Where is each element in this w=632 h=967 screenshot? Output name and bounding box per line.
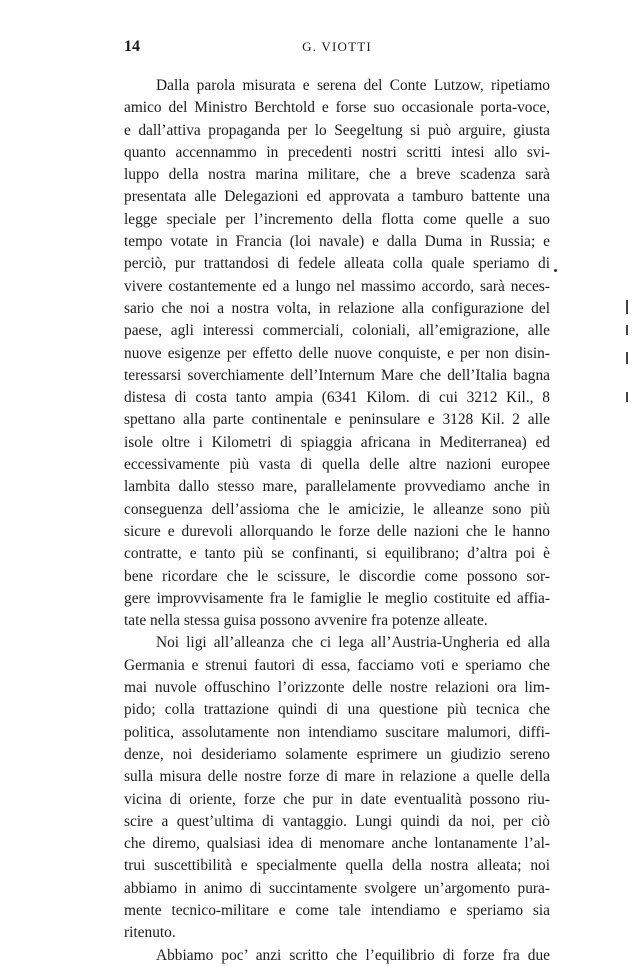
text-line: sulla misura delle nostre forze di mare in relazione a quelle della xyxy=(124,768,550,786)
text-line: amico del Ministro Berchtold e forse suo occasionale porta-voce, xyxy=(124,99,550,117)
text-line: denze, noi desideriamo solamente esprimere un giudizio sereno xyxy=(124,745,550,763)
text-line: quanto accennammo in precedenti nostri scritti intesi allo svi- xyxy=(124,143,550,161)
text-line: distesa di costa tanto ampia (6341 Kilom. di cui 3212 Kil., 8 xyxy=(124,389,550,407)
scan-edge-mark xyxy=(626,300,628,314)
text-line: Dalla parola misurata e serena del Conte Lutzow, ripetiamo xyxy=(156,77,550,94)
text-line: e dall’attiva propaganda per lo Seegeltung si può arguire, giusta xyxy=(124,121,550,139)
text-line: lambita dallo stesso mare, parallelamente provvediamo anche in xyxy=(124,478,550,496)
text-line: isole oltre i Kilometri di spiaggia africana in Mediterranea) ed xyxy=(124,433,550,451)
text-line: legge speciale per l’incremento della flotta come quelle a suo xyxy=(124,210,550,228)
page-header xyxy=(124,38,550,58)
text-line: mai nuvole offuschino l’orizzonte delle nostre relazioni ora lim- xyxy=(124,679,550,697)
text-line: conseguenza dell’assioma che le amicizie, le alleanze sono più xyxy=(124,500,550,518)
scan-edge-mark xyxy=(626,352,628,364)
text-line: contratte, e tanto più se confinanti, si equilibrano; d’altra poi è xyxy=(124,545,550,563)
text-line: che diremo, qualsiasi idea di menomare anche lontanamente l’al- xyxy=(124,835,550,853)
paragraph-3 xyxy=(124,945,550,967)
text-line: tate nella stessa guisa possono avvenire fra potenze alleate. xyxy=(124,612,488,630)
text-line: sicure e durevoli allorquando le forze delle nazioni che le hanno xyxy=(124,522,550,540)
text-line: Abbiamo poc’ anzi scritto che l’equilibrio di forze fra due xyxy=(156,946,550,964)
text-line: vivere costantemente ed a lungo nel massimo accordo, sarà neces- xyxy=(124,277,550,295)
scan-edge-mark xyxy=(626,325,628,335)
text-line: Noi ligi all’alleanza che ci lega all’Austria-Ungheria ed alla xyxy=(156,634,550,652)
text-line: abbiamo in animo di succintamente svolgere un’argomento pura- xyxy=(124,879,550,897)
text-line: gere improvvisamente fra le famiglie le meglio costituite ed affia- xyxy=(124,589,550,607)
text-line: ritenuto. xyxy=(124,924,176,942)
running-head: G. VIOTTI xyxy=(302,39,372,54)
text-line: luppo della nostra marina militare, che a breve scadenza sarà xyxy=(124,166,550,184)
text-line: sario che noi a nostra volta, in relazione alla configurazione del xyxy=(124,299,550,317)
text-line: tempo votate in Francia (loi navale) e dalla Duma in Russia; e xyxy=(124,233,550,251)
text-line: nuove esigenze per effetto delle nuove conquiste, e per non disin- xyxy=(124,344,550,362)
text-line: mente tecnico-militare e come tale intendiamo e speriamo sia xyxy=(124,901,550,919)
text-line: pido; colla trattazione quindi di una questione più tecnica che xyxy=(124,701,550,719)
text-line: presentata alle Delegazioni ed approvata a tamburo battente una xyxy=(124,188,550,206)
paragraph-1 xyxy=(124,75,550,632)
text-line: eccessivamente più vasta di quella delle altre nazioni europee xyxy=(124,456,550,474)
text-line: paese, agli interessi commerciali, coloniali, all’emigrazione, alle xyxy=(124,322,550,340)
text-line: teressarsi soverchiamente dell’Internum Mare che dell’Italia bagna xyxy=(124,366,550,384)
page-number: 14 xyxy=(124,38,140,55)
text-line: politica, assolutamente non intendiamo suscitare malumori, diffi- xyxy=(124,723,550,741)
text-line: vicina di oriente, forze che pur in date eventualità possono riu- xyxy=(124,790,550,808)
text-line: scire a quest’ultima di vantaggio. Lungi quindi da noi, per ciò xyxy=(124,812,550,830)
text-line: trui suscettibilità e specialmente quella della nostra alleata; noi xyxy=(124,857,550,875)
body-text xyxy=(124,75,550,967)
text-line: perciò, pur trattandosi di fedele alleata colla quale speriamo di xyxy=(124,255,550,273)
text-line: Germania e strenui fautori di essa, facciamo voti e speriamo che xyxy=(124,656,550,674)
scan-speck xyxy=(554,269,557,272)
text-line: bene ricordare che le scissure, le discordie come possono sor- xyxy=(124,567,550,585)
scan-edge-mark xyxy=(626,392,628,402)
text-line: spettano alla parte continentale e peninsulare e 3128 Kil. 2 alle xyxy=(124,411,550,429)
paragraph-2 xyxy=(124,632,550,944)
